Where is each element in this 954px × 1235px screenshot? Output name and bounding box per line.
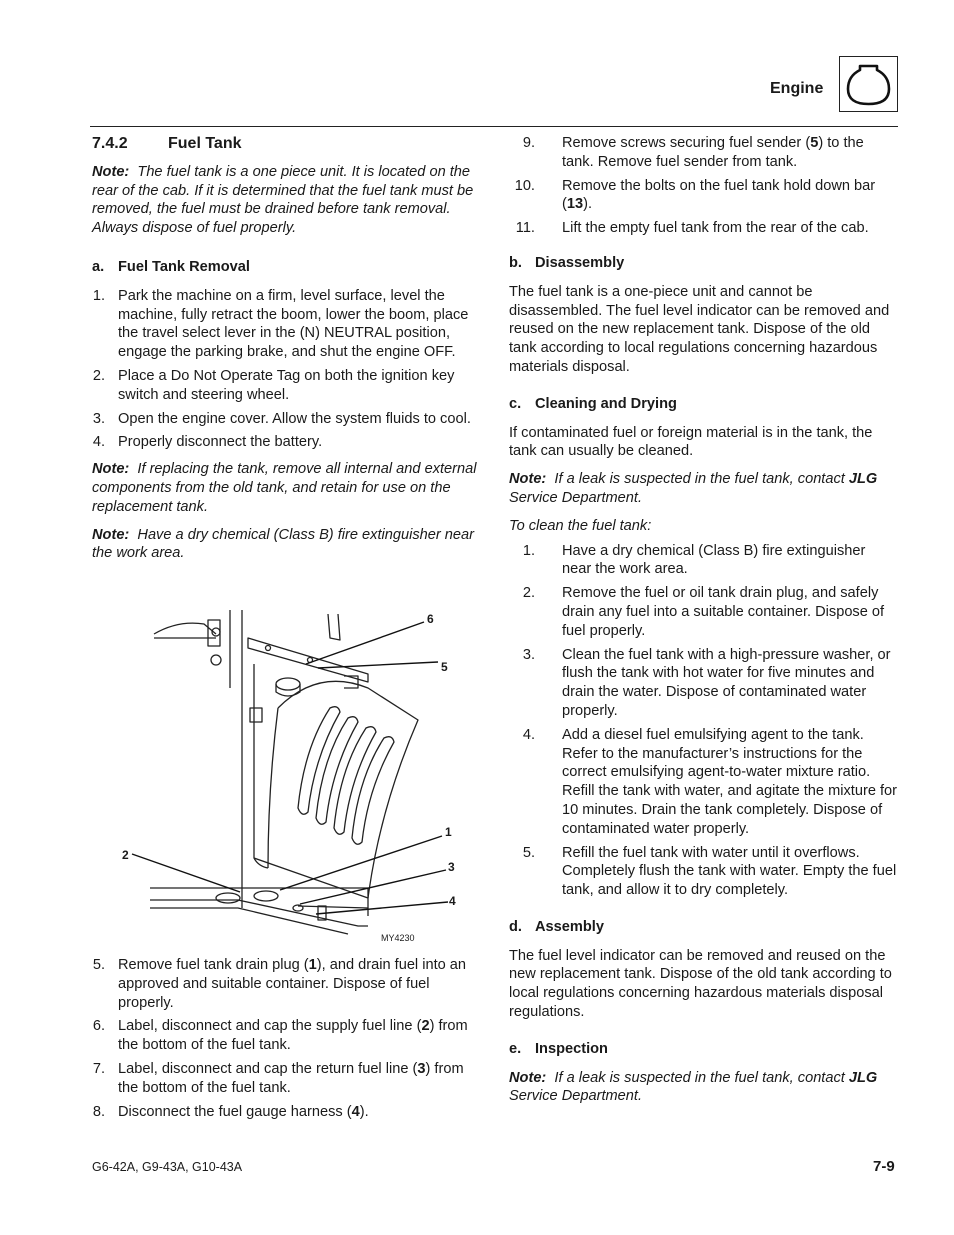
fuel-tank-illustration xyxy=(118,608,478,944)
step-text xyxy=(105,956,480,1012)
step-text-pre: Remove screws securing fuel sender ( xyxy=(562,135,811,151)
step-text: Place a Do Not Operate Tag on both the ignition key switch and steering wheel. xyxy=(118,367,455,403)
section-number: 7.4.2 xyxy=(92,135,128,152)
step-text-pre: Remove fuel tank drain plug ( xyxy=(118,957,309,973)
list-item xyxy=(92,287,480,362)
list-item xyxy=(509,134,898,172)
callout-reference: 3 xyxy=(417,1060,426,1077)
step-text xyxy=(105,1103,480,1122)
step-text: Open the engine cover. Allow the system fluids to cool. xyxy=(118,410,471,427)
step-number: 2. xyxy=(92,367,105,384)
step-number: 3. xyxy=(522,646,535,663)
brand-name: JLG xyxy=(848,1069,878,1086)
note-text-pre: If a leak is suspected in the fuel tank, contact xyxy=(554,471,849,488)
list-item xyxy=(92,1017,480,1055)
subsection-disassembly xyxy=(509,254,898,273)
callout-reference: 2 xyxy=(421,1018,430,1035)
step-text: Refill the fuel tank with water until it overflows. Completely flush the tank with water. Empty the fuel tank, and allow it to dry completely. xyxy=(562,844,897,899)
list-item xyxy=(509,542,898,580)
section-heading: Fuel Tank xyxy=(168,135,242,152)
step-text: Park the machine on a firm, level surface, level the machine, fully retract the boom, lower the boom, place the travel select lever in the (N) NEUTRAL position, engage the parking brake, and shut the engine OFF. xyxy=(118,287,469,361)
note-label: Note: xyxy=(509,1069,547,1086)
step-number: 8. xyxy=(92,1103,105,1120)
step-number: 5. xyxy=(522,844,535,861)
step-text-post: ). xyxy=(359,1103,369,1120)
callout-label: 4 xyxy=(449,894,456,908)
step-text: Have a dry chemical (Class B) fire extinguisher near the work area. xyxy=(562,542,866,578)
step-text-pre: Label, disconnect and cap the supply fuel line ( xyxy=(118,1018,422,1035)
note-label: Note: xyxy=(92,163,130,180)
list-item xyxy=(509,726,898,839)
step-text-post: ) from the bottom of the fuel tank. xyxy=(118,1060,464,1096)
note-text-post: Service Department. xyxy=(509,1088,643,1105)
brand-name: JLG xyxy=(848,471,878,488)
note-label: Note: xyxy=(92,461,130,478)
list-item xyxy=(92,1060,480,1098)
disassembly-text: The fuel tank is a one-piece unit and cannot be disassembled. The fuel level indicator can be removed and reused on the new replacement tank. Dispose of the old tank according to local regulations concerning hazardous materials disposal. xyxy=(509,283,890,375)
list-item xyxy=(92,956,480,1012)
engine-icon xyxy=(839,56,898,112)
step-text xyxy=(105,1017,480,1055)
subsection-heading: Cleaning and Drying xyxy=(535,395,677,412)
list-item xyxy=(509,177,898,215)
list-item xyxy=(92,433,480,452)
subsection-prefix: a. xyxy=(92,258,105,275)
step-text-post: ) to the tank. Remove fuel sender from tank. xyxy=(562,135,864,170)
section-title xyxy=(92,135,480,154)
note-text: The fuel tank is a one piece unit. It is located on the rear of the cab. If it is determined that the fuel tank must be removed, the fuel must be drained before tank removal. Always dispose of fuel properly. xyxy=(92,163,474,237)
step-number: 10. xyxy=(514,177,535,194)
step-text: Add a diesel fuel emulsifying agent to the tank. Refer to the manufacturer’s instructions for the correct emulsifying agent-to-water mixture ratio. Refill the tank with water, and agitate the mixture for 10 minutes. Drain the tank completely. Dispose of contaminated water properly. xyxy=(562,726,898,837)
callout-reference: 4 xyxy=(351,1103,360,1120)
figure-code: MY4230 xyxy=(381,933,415,943)
note-text: If replacing the tank, remove all internal and external components from the old tank, and retain for use on the replacement tank. xyxy=(92,461,477,515)
right-column xyxy=(509,134,898,1115)
cleaning-text: If contaminated fuel or foreign material is in the tank, the tank can usually be cleaned. xyxy=(509,424,873,460)
list-item xyxy=(92,1103,480,1122)
subsection-assembly xyxy=(509,918,898,937)
step-number: 7. xyxy=(92,1060,105,1077)
callout-reference: 1 xyxy=(308,957,317,973)
note-inspection xyxy=(509,1069,898,1107)
page-number: 7-9 xyxy=(873,1158,895,1175)
removal-steps-b xyxy=(92,956,480,1121)
callout-label: 3 xyxy=(448,860,455,874)
left-column-lower xyxy=(92,956,480,1129)
step-text xyxy=(535,134,898,172)
step-number: 1. xyxy=(92,287,105,304)
header-title: Engine xyxy=(770,80,824,97)
step-number: 4. xyxy=(92,434,105,451)
list-item xyxy=(92,410,480,429)
subsection-heading: Disassembly xyxy=(535,254,625,271)
step-text-post: ), and drain fuel into an approved and suitable container. Dispose of fuel properly. xyxy=(118,957,467,1011)
subsection-prefix: d. xyxy=(509,918,522,935)
note-leak xyxy=(509,470,898,508)
list-item xyxy=(509,219,898,238)
subsection-removal xyxy=(92,258,480,277)
step-text: Remove the fuel or oil tank drain plug, and safely drain any fuel into a suitable container. Dispose of fuel properly. xyxy=(562,585,885,639)
left-column xyxy=(92,134,480,572)
note-intro xyxy=(92,163,480,238)
subsection-heading: Assembly xyxy=(535,918,604,935)
subsection-prefix: b. xyxy=(509,254,522,271)
step-text: Clean the fuel tank with a high-pressure washer, or flush the tank with hot water for five minutes and drain the water. Dispose of contaminated water properly. xyxy=(562,646,891,719)
step-number: 11. xyxy=(515,220,535,237)
cleaning-intro: To clean the fuel tank: xyxy=(509,517,652,534)
step-text-pre: Lift the empty fuel tank from the rear of the cab. xyxy=(562,220,869,237)
step-text-post: ) from the bottom of the fuel tank. xyxy=(118,1018,468,1054)
note-text-post: Service Department. xyxy=(509,489,643,506)
list-item xyxy=(509,584,898,640)
step-text-post: ). xyxy=(583,196,593,213)
note-label: Note: xyxy=(92,526,130,543)
callout-label: 2 xyxy=(122,848,129,862)
step-number: 6. xyxy=(92,1018,105,1035)
removal-steps-c xyxy=(509,134,898,238)
subsection-prefix: c. xyxy=(509,395,522,412)
step-text xyxy=(535,177,898,215)
assembly-text: The fuel level indicator can be removed and reused on the new replacement tank. Dispose of the old tank according to local regulations concerning hazardous materials disposal regulations. xyxy=(509,947,892,1021)
step-number: 9. xyxy=(522,135,535,151)
subsection-heading: Inspection xyxy=(535,1040,608,1057)
subsection-heading: Fuel Tank Removal xyxy=(118,258,250,275)
subsection-prefix: e. xyxy=(509,1040,522,1057)
callout-reference: 5 xyxy=(810,135,819,151)
fuel-tank-figure xyxy=(118,608,478,944)
callout-label: 6 xyxy=(427,612,434,626)
list-item xyxy=(509,844,898,900)
note-replacing xyxy=(92,460,480,516)
note-label: Note: xyxy=(509,471,547,488)
step-number: 2. xyxy=(522,585,535,602)
callout-reference: 13 xyxy=(566,196,584,213)
list-item xyxy=(509,646,898,721)
step-number: 3. xyxy=(92,410,105,427)
note-text: Have a dry chemical (Class B) fire extinguisher near the work area. xyxy=(92,526,475,562)
step-text xyxy=(535,219,898,238)
subsection-cleaning xyxy=(509,395,898,414)
step-number: 4. xyxy=(522,726,535,743)
step-text xyxy=(105,1060,480,1098)
step-text-pre: Remove the bolts on the fuel tank hold down bar ( xyxy=(562,177,876,213)
step-text: Properly disconnect the battery. xyxy=(118,434,323,451)
cleaning-steps xyxy=(509,542,898,900)
footer-models: G6-42A, G9-43A, G10-43A xyxy=(92,1160,243,1174)
callout-label: 5 xyxy=(441,660,448,674)
note-text-pre: If a leak is suspected in the fuel tank, contact xyxy=(554,1069,849,1086)
subsection-inspection xyxy=(509,1040,898,1059)
header-rule xyxy=(90,126,898,127)
list-item xyxy=(92,367,480,405)
step-text-pre: Label, disconnect and cap the return fuel line ( xyxy=(118,1060,418,1077)
step-text-pre: Disconnect the fuel gauge harness ( xyxy=(118,1103,352,1120)
step-number: 5. xyxy=(92,957,105,973)
note-extinguisher xyxy=(92,526,480,564)
removal-steps-a xyxy=(92,287,480,452)
callout-label: 1 xyxy=(445,825,452,839)
step-number: 1. xyxy=(522,542,535,559)
